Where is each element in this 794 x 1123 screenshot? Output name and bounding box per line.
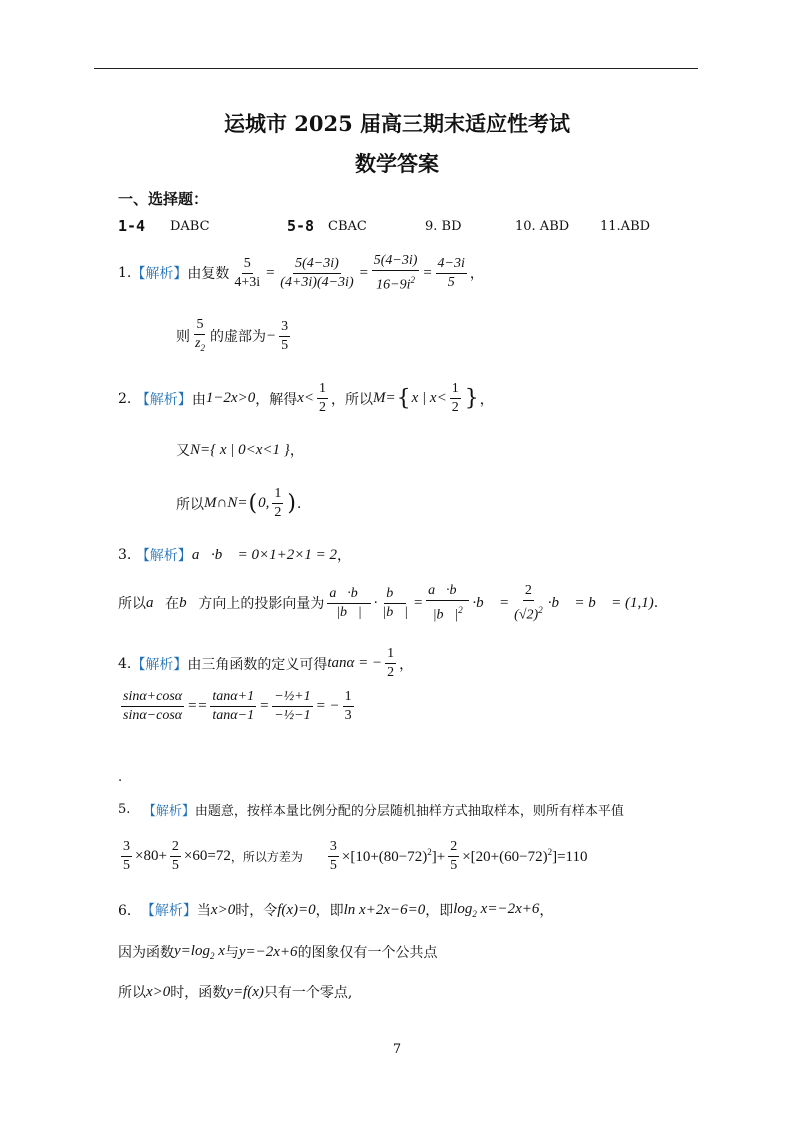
top-rule <box>94 68 698 69</box>
q4-line1: 4. 【解析】 由三角函数的定义可得 tanα = − $\frac{1}{2}$ ， <box>118 646 414 680</box>
q6-line2: 因为函数 $y=\log_2$ x 与 y=−2x+6 的图象仅有一个公共点 <box>118 943 438 961</box>
q1-line2: 则 $\frac{5}{z_2}$ 的虚部为 − $\frac{3}{5}$ <box>176 317 289 353</box>
q2-line1: 2. 【解析】 由 1−2x>0 ，解得 x< $\frac{1}{2}$ ，所以 M= { x | x< $\frac{1}{2}$ } ， <box>118 381 494 415</box>
answer-range-1: 1-4 <box>118 217 146 235</box>
q6-line3: 所以 x>0 时，函数 y=f(x) 只有一个零点, <box>118 983 353 1001</box>
answer-values-1: DABC <box>170 219 210 234</box>
q4-line2: $\frac{\sin\alpha+\cos\alpha}{\sin\alpha-\cos\alpha}$ == $\frac{\tan\alpha+1}{\tan\alpha-1}$ = $\frac{\text{−½+1}}{\text{−½−1}}$ = − $\frac{1}{3}$ <box>123 689 352 723</box>
q3-line1: 3. 【解析】 a⃗·b⃗ = 0×1+2×1 = 2 ， <box>118 546 352 564</box>
page-number: 7 <box>392 1042 402 1057</box>
page-subtitle: 数学答案 <box>355 151 439 176</box>
q1-line1: 1. 【解析】 由复数 $\frac{5}{4+3i}$ = $\frac{5(4-3i)}{(4+3i)(4-3i)}$ = $\frac{5(4-3i)}{16-9i^2}$ = $\frac{4-3i}{5}$ ， <box>118 253 484 293</box>
answer-range-2: 5-8 <box>287 217 315 235</box>
page-title: 运城市 2025 届高三期末适应性考试 <box>223 111 571 136</box>
q2-line2: 又 N={ x | 0<x<1 } ， <box>176 441 304 459</box>
answer-10: 10. ABD <box>515 219 570 234</box>
q5-line1: 5. 【解析】 由题意，按样本量比例分配的分层随机抽样方式抽取样本，则所有样本平值 <box>118 802 624 819</box>
q5-line2: $\frac{3}{5}$ ×80+ $\frac{2}{5}$ ×60=72 ，所以方差为 $\frac{3}{5}$ $\times[10+(80-72)^2]+$ $\frac{2}{5}$ $\times[20+(60-72)^2]=110$ <box>123 839 588 873</box>
answer-11: 11.ABD <box>600 219 651 234</box>
q2-line3: 所以 M∩N= ( 0, $\frac{1}{2}$ ) . <box>176 486 302 520</box>
answer-9: 9. BD <box>425 219 462 234</box>
answer-values-2: CBAC <box>328 219 367 234</box>
section-heading: 一、选择题： <box>118 190 209 208</box>
q6-line1: 6． 【解析】 当 x>0 时，令 f(x)=0 ，即 ln x+2x−6=0 ，即 $\log_2 x=-2x+6$ ， <box>118 901 554 919</box>
q3-line2: 所以 a⃗ 在 b⃗ 方向上的投影向量为 $\frac{a⃗\cdot b⃗}{|b⃗|}$ · $\frac{b⃗}{|b⃗|}$ = $\frac{a⃗\cdot b⃗}{|b⃗|^2}$ ·b⃗ = $\frac{2}{(√2)^2}$ ·b⃗ = b⃗ = (1,1) . <box>118 583 659 623</box>
